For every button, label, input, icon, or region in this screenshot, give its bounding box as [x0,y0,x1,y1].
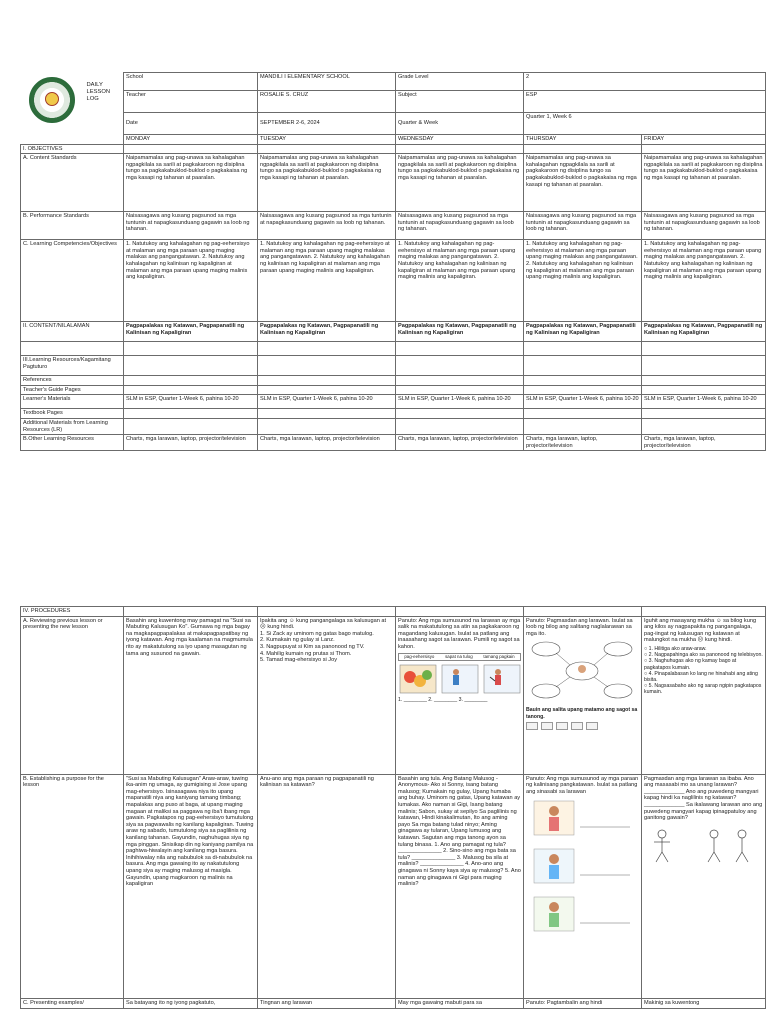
friday-item: ○ 3. Naghuhugas ako ng kamay bago at pagkatapos kumain. [644,658,737,671]
friday-item: ○ 2. Nagpapahinga ako sa panonood ng telebisyon. [644,652,763,659]
circle-icon: ○ [644,652,649,659]
row-cell-monday [124,144,258,154]
lesson-row [21,144,766,154]
row-cell-thursday [524,409,642,419]
row-cell-tuesday [258,418,396,434]
row-cell-tuesday [258,356,396,376]
row-cell-monday: Pagpapalakas ng Katawan, Pagpapanatili ng Kalinisan ng Kapaligiran [124,322,258,342]
subject-value: ESP [524,91,766,113]
choice: tamang pagkain [483,653,515,659]
procedure-a-wednesday [396,616,524,774]
procedure-c-thursday: Panuto: Pagtambalin ang hindi [524,998,642,1008]
procedures-table [20,606,766,1009]
row-cell-thursday [524,144,642,154]
lesson-row [21,322,766,342]
tuesday-item: 4. Mahilig kumain ng prutas si Thom. [260,650,352,657]
lesson-row [21,240,766,322]
lesson-row [21,342,766,356]
procedure-b-tuesday: Anu-ano ang mga paraan ng pagpapanatili ng kalinisan sa katawan? [258,774,396,998]
friday-b-text: Pagmasdan ang mga larawan sa ibaba. Ano ang masasabi mo sa unang larawan? _____________ Ano ang puwedeng mangyari kapag hindi ka naglilinis ng katawan? _____________ Sa ikalawang larawan ano ang puwedeng mangyari kapag ipinagpatuloy ang ganitong gawain? [644,775,763,822]
row-cell-thursday: SLM in ESP, Quarter 1-Week 6, pahina 10-20 [524,395,642,409]
row-cell-thursday [524,376,642,386]
row-label: Additional Materials from Learning Resources (LR) [21,418,124,434]
procedure-a-label: A. Reviewing previous lesson or presenting the new lesson [21,616,124,774]
row-cell-monday [124,418,258,434]
teacher-value: ROSALIE S. CRUZ [258,91,396,113]
row-cell-thursday [524,356,642,376]
date-label: Date [124,113,258,135]
day-wednesday: WEDNESDAY [396,135,524,145]
row-cell-wednesday [396,356,524,376]
row-cell-wednesday [396,342,524,356]
row-cell-wednesday: Charts, mga larawan, laptop, projector/television [396,435,524,451]
row-cell-friday: Naipamamalas ang pag-unawa sa kahalagahan ngpagkilala sa sarili at pagkakaroon ng disiplina tungo sa pagkakabuklod-buklod o pagkakaisa ng mga kasapi ng tahanan at paaralan. [642,154,766,212]
row-cell-tuesday: 1. Natutukoy ang kahalagahan ng pag-eehersisyo at malaman ang mga paraan upang maging malakas ang pangangatawan. 2. Natutukoy ang kahalagahan ng kalinisan ng kapaligiran at malaman ang mga paraan upang maging malinis ang kapaligiran. [258,240,396,322]
row-cell-friday [642,342,766,356]
row-label: II. CONTENT/NILALAMAN [21,322,124,342]
row-label: B. Performance Standards [21,212,124,240]
choice: pag-eehersisyo [404,653,435,659]
quarter-value: Quarter 1, Week 6 [524,113,766,135]
row-cell-monday: 1. Natutukoy ang kahalagahan ng pag-eehersisyo at malaman ang mga paraan upang maging malakas ang pangangatawan. 2. Natutukoy ang kahalagahan ng kalinisan ng kapaligiran at malaman ang mga paraan upang maging malinis ang kapaligiran. [124,240,258,322]
row-cell-tuesday [258,385,396,395]
row-cell-thursday: Pagpapalakas ng Katawan, Pagpapanatili ng Kalinisan ng Kapaligiran [524,322,642,342]
friday-item: ○ 4. Pinapalabasan ko lang ne hinahabi ang ating bisita. [644,670,758,683]
row-cell-tuesday: SLM in ESP, Quarter 1-Week 6, pahina 10-20 [258,395,396,409]
friday-item: ○ 1. Hilitiga ako araw-araw. [644,645,707,652]
row-cell-friday: Naisasagawa ang kusang pagsunod sa mga tuntunin at napagkasunduang gagawin sa loob ng tahanan. [642,212,766,240]
row-label: A. Content Standards [21,154,124,212]
thursday-instruction: Panuto: Pagmasdan ang larawan. Isulat sa loob ng bilog ang salitang naglalarawan sa mga ito. [526,617,633,637]
circle-icon: ○ [644,658,649,665]
word-web-diagram [526,639,639,707]
procedure-b-friday [642,774,766,998]
letter-boxes [526,722,639,730]
day-tuesday: TUESDAY [258,135,396,145]
row-label [21,342,124,356]
friday-pictures [644,824,763,864]
row-cell-friday [642,409,766,419]
teacher-label: Teacher [124,91,258,113]
row-cell-friday: 1. Natutukoy ang kahalagahan ng pag-eehersisyo at malaman ang mga paraan upang maging malakas ang pangangatawan. 2. Natutukoy ang kahalagahan ng kalinisan ng kapaligiran at malaman ang mga paraan upang maging malinis ang kapaligiran. [642,240,766,322]
row-cell-wednesday [396,409,524,419]
row-cell-monday: Charts, mga larawan, laptop, projector/television [124,435,258,451]
circle-icon: ○ [644,683,649,690]
row-label: B.Other Learning Resources [21,435,124,451]
row-cell-tuesday: Naipamamalas ang pag-unawa sa kahalagahan ngpagkilala sa sarili at pagkakaroon ng disiplina tungo sa pagkakabuklod-buklod o pagkakaisa ng mga kasapi ng tahanan at paaralan. [258,154,396,212]
lesson-row [21,418,766,434]
lesson-log-table [20,72,766,451]
row-cell-thursday [524,342,642,356]
procedure-b-wednesday: Basahin ang tula. Ang Batang Malusog -Anonymous- Ako si Sonny, isang batang malusog; Kumakain ng gulay, Upang humaba ang buhay. Uminom ng gatas, Upang katawan ay lumakas. Ako naman si Gigi, Isang batang malinis; Sabon, sukay at sepilyo Sa paglilinis ng katawan, Hindi kinakalimutan, Ito ang aming payo Sa mga batang tulad ninyo; Aming ginagawa ay tularan, Upang lumusog ang katawan. Sagutan ang mga tanong ayon sa tulang binasa. 1. Ano ang pamagat ng tula? ______________ 2. Sino-sino ang mga bata sa tula? ______________ 3. Malusog ba sila at malinis? ______________ 4. Ano-ano ang ginagawa ni Sonny kaya siya ay malusog? 5. Ano naman ang ginagawa ni Gigi para maging malinis? [396,774,524,998]
row-cell-wednesday [396,418,524,434]
lesson-row [21,212,766,240]
row-cell-friday [642,144,766,154]
wednesday-instruction: Panuto: Ang mga sumusunod na larawan ay mga salik na makatutulong sa atin sa pagkakaroon ng magandang kalusugan. Isulat sa patlang ang inaasahang sagot sa larawan. Pumili ng sagot sa kahon. [398,617,521,650]
procedure-c-label: C. Presenting examples/ [21,998,124,1008]
row-cell-tuesday: Charts, mga larawan, laptop, projector/television [258,435,396,451]
row-label: Textbook Pages [21,409,124,419]
row-cell-wednesday [396,376,524,386]
friday-item: ○ 5. Nagsasabaho ako ng sarap ngipin pagkatapos kumain. [644,683,762,696]
row-cell-monday [124,385,258,395]
row-cell-wednesday [396,144,524,154]
lesson-row [21,356,766,376]
procedure-c-friday: Makinig sa kuwentong [642,998,766,1008]
tuesday-item: 1. Si Zack ay uminom ng gatas bago matulog. [260,630,374,637]
row-cell-thursday: Naisasagawa ang kusang pagsunod sa mga tuntunin at napagkasunduang gagawin sa loob ng tahanan. [524,212,642,240]
lesson-row [21,154,766,212]
lesson-row [21,435,766,451]
row-label: Learner's Materials [21,395,124,409]
row-label: C. Learning Competencies/Objectives [21,240,124,322]
day-thursday: THURSDAY [524,135,642,145]
row-cell-monday [124,409,258,419]
row-cell-friday [642,385,766,395]
row-cell-friday [642,418,766,434]
row-cell-friday [642,376,766,386]
row-cell-monday [124,342,258,356]
row-cell-thursday [524,418,642,434]
tuesday-intro: Ipakita ang ☺ kung pangangalaga sa kalusugan at ☹ kung hindi. [260,617,387,631]
date-value: SEPTEMBER 2-6, 2024 [258,113,396,135]
row-cell-tuesday: Pagpapalakas ng Katawan, Pagpapanatili ng Kalinisan ng Kapaligiran [258,322,396,342]
procedure-b-label: B. Establishing a purpose for the lesson [21,774,124,998]
row-cell-friday [642,356,766,376]
tuesday-item: 5. Tamad mag-ehersisyo si Joy [260,657,337,664]
quarter-label: Quarter & Week [396,113,524,135]
thursday-b-instruction: Panuto: Ang mga sumusunod ay mga paraan ng kalinisang pangkatawan. Isulat sa patlang ang sinasabi sa larawan [526,775,639,795]
procedure-a-monday: Basahin ang kuwentong may pamagat na "Susi sa Mabuting Kalusugan Ko". Gumawa ng mga bagay na magkapagpapalakas at makapagpapatibay ng iyong katawan. Ang mga kaalaman na magmumula rito ay makatutulong sa iyo upang masagutan ng tama ang susunod na gawain. [124,616,258,774]
day-monday: MONDAY [124,135,258,145]
procedure-a-thursday [524,616,642,774]
procedure-b-monday: "Susi sa Mabuting Kalusugan" Araw-araw, tuwing ika-anim ng umaga, ay gumigising si Jose upang mag-ehersisyo. Isinasagawa niya ito upang mapanatili niya ang kaniyang tamang timbang; mapalakas ang puso at baga, at upang maging magaan at maliksi sa paggawa ng iba't ibang mga gawain. Pagkatapos ng pag-eehersisyo tumutulong siya sa pagwawalis ng kanilang kapaligiran. Tuwing araw ng sabado, tumutulong siya sa paglilinis ng kanilang tahanan. Gayundin, naghuhugas siya ng mga pinggan. Sinisikap din ng kaniyang pamilya na paghiwa-hiwalayin ang kanilang mga basura. Inihihiwalay nila ang nabubulok sa di-nabubulok na basura. Ang mga gawaing ito ay nakatutulong upang siya ay maging malusog at masigla. Gayundin, upang magkaroon ng malinis na kapaligiran [124,774,258,998]
lesson-row [21,376,766,386]
school-value: MANDILI I ELEMENTARY SCHOOL [258,73,396,91]
procedure-a-friday [642,616,766,774]
grade-value: 2 [524,73,766,91]
row-cell-monday: Naipamamalas ang pag-unawa sa kahalagahan ngpagkilala sa sarili at pagkakaroon ng disiplina tungo sa pagkakabuklod-buklod o pagkakaisa ng mga kasapi ng tahanan at paaralan. [124,154,258,212]
row-cell-monday: Naisasagawa ang kusang pagsunod sa mga tuntunin at napagkasunduang gagawin sa loob ng tahanan. [124,212,258,240]
row-cell-monday: SLM in ESP, Quarter 1-Week 6, pahina 10-20 [124,395,258,409]
day-friday: FRIDAY [642,135,766,145]
grade-label: Grade Level [396,73,524,91]
lesson-row [21,385,766,395]
lesson-row [21,395,766,409]
row-cell-friday: Pagpapalakas ng Katawan, Pagpapanatili ng Kalinisan ng Kapaligiran [642,322,766,342]
tuesday-item: 3. Nagpupuyat si Kim sa panonood ng TV. [260,643,365,650]
procedure-c-monday: Sa batayang ito ng iyong pagkatuto, [124,998,258,1008]
row-cell-friday: SLM in ESP, Quarter 1-Week 6, pahina 10-20 [642,395,766,409]
logo-cell [21,73,124,145]
row-cell-tuesday: Naisasagawa ang kusang pagsunod sa mga tuntunin at napagkasunduang gagawin sa loob ng tahanan. [258,212,396,240]
health-pictures [398,663,521,697]
row-cell-tuesday [258,409,396,419]
procedure-c-wednesday: May mga gawaing mabuti para sa [396,998,524,1008]
logo-text: DAILY LESSON LOG [86,81,111,102]
row-cell-wednesday: Pagpapalakas ng Katawan, Pagpapanatili ng Kalinisan ng Kapaligiran [396,322,524,342]
choices-box [398,653,521,661]
procedures-title: IV. PROCEDURES [21,607,124,617]
row-label: References [21,376,124,386]
deped-seal-icon [29,77,75,123]
lesson-row [21,409,766,419]
row-cell-monday [124,356,258,376]
row-label: Teacher's Guide Pages [21,385,124,395]
row-label: III.Learning Resources/Kagamitang Pagtuturo [21,356,124,376]
row-cell-thursday: Charts, mga larawan, laptop, projector/television [524,435,642,451]
row-cell-thursday: 1. Natutukoy ang kahalagahan ng pag-eehersisyo at malaman ang mga paraan upang maging malakas ang pangangatawan. 2. Natutukoy ang kahalagahan ng kalinisan ng kapaligiran at malaman ang mga paraan upang maging malinis ang kapaligiran. [524,240,642,322]
row-cell-thursday [524,385,642,395]
circle-icon: ○ [644,645,649,652]
tuesday-item: 2. Kumakain ng gulay si Lanz. [260,637,335,644]
thursday-caption: Bauin ang salita upang matamo ang sagot sa tanong. [526,707,638,720]
procedure-a-tuesday [258,616,396,774]
row-cell-thursday: Naipamamalas ang pag-unawa sa kahalagahan ngpagkilala sa sarili at pagkakaroon ng disiplina tungo sa pagkakabuklod-buklod o pagkakaisa ng mga kasapi ng tahanan at paaralan. [524,154,642,212]
days-row [21,135,766,145]
row-cell-wednesday: Naipamamalas ang pag-unawa sa kahalagahan ngpagkilala sa sarili at pagkakaroon ng disiplina tungo sa pagkakabuklod-buklod o pagkakaisa ng mga kasapi ng tahanan at paaralan. [396,154,524,212]
row-cell-tuesday [258,144,396,154]
row-cell-wednesday: SLM in ESP, Quarter 1-Week 6, pahina 10-20 [396,395,524,409]
row-cell-tuesday [258,376,396,386]
hygiene-pictures [526,797,639,947]
procedure-c-tuesday: Tingnan ang larawan [258,998,396,1008]
objectives-rows [21,144,766,451]
row-cell-wednesday: 1. Natutukoy ang kahalagahan ng pag-eehersisyo at malaman ang mga paraan upang maging malakas ang pangangatawan. 2. Natutukoy ang kahalagahan ng kalinisan ng kapaligiran at malaman ang mga paraan upang maging malinis ang kapaligiran. [396,240,524,322]
answer-blanks: 1. ________ 2. ________ 3. ________ [398,696,488,703]
row-label: I. OBJECTIVES [21,144,124,154]
row-cell-tuesday [258,342,396,356]
row-cell-wednesday [396,385,524,395]
subject-label: Subject [396,91,524,113]
procedure-b-thursday [524,774,642,998]
choice: sapat na tulog [445,653,473,659]
friday-instruction: Iguhit ang masayang mukha ☺ sa bilog kung ang kilos ay nagpapakita ng pangangalaga, pag-iingat ng kalusugan ng katawan at malungkot na mukha ☹ kung hindi. [644,617,757,644]
row-cell-monday [124,376,258,386]
row-cell-friday: Charts, mga larawan, laptop, projector/television [642,435,766,451]
school-label: School [124,73,258,91]
row-cell-wednesday: Naisasagawa ang kusang pagsunod sa mga tuntunin at napagkasunduang gagawin sa loob ng tahanan. [396,212,524,240]
circle-icon: ○ [644,670,649,677]
